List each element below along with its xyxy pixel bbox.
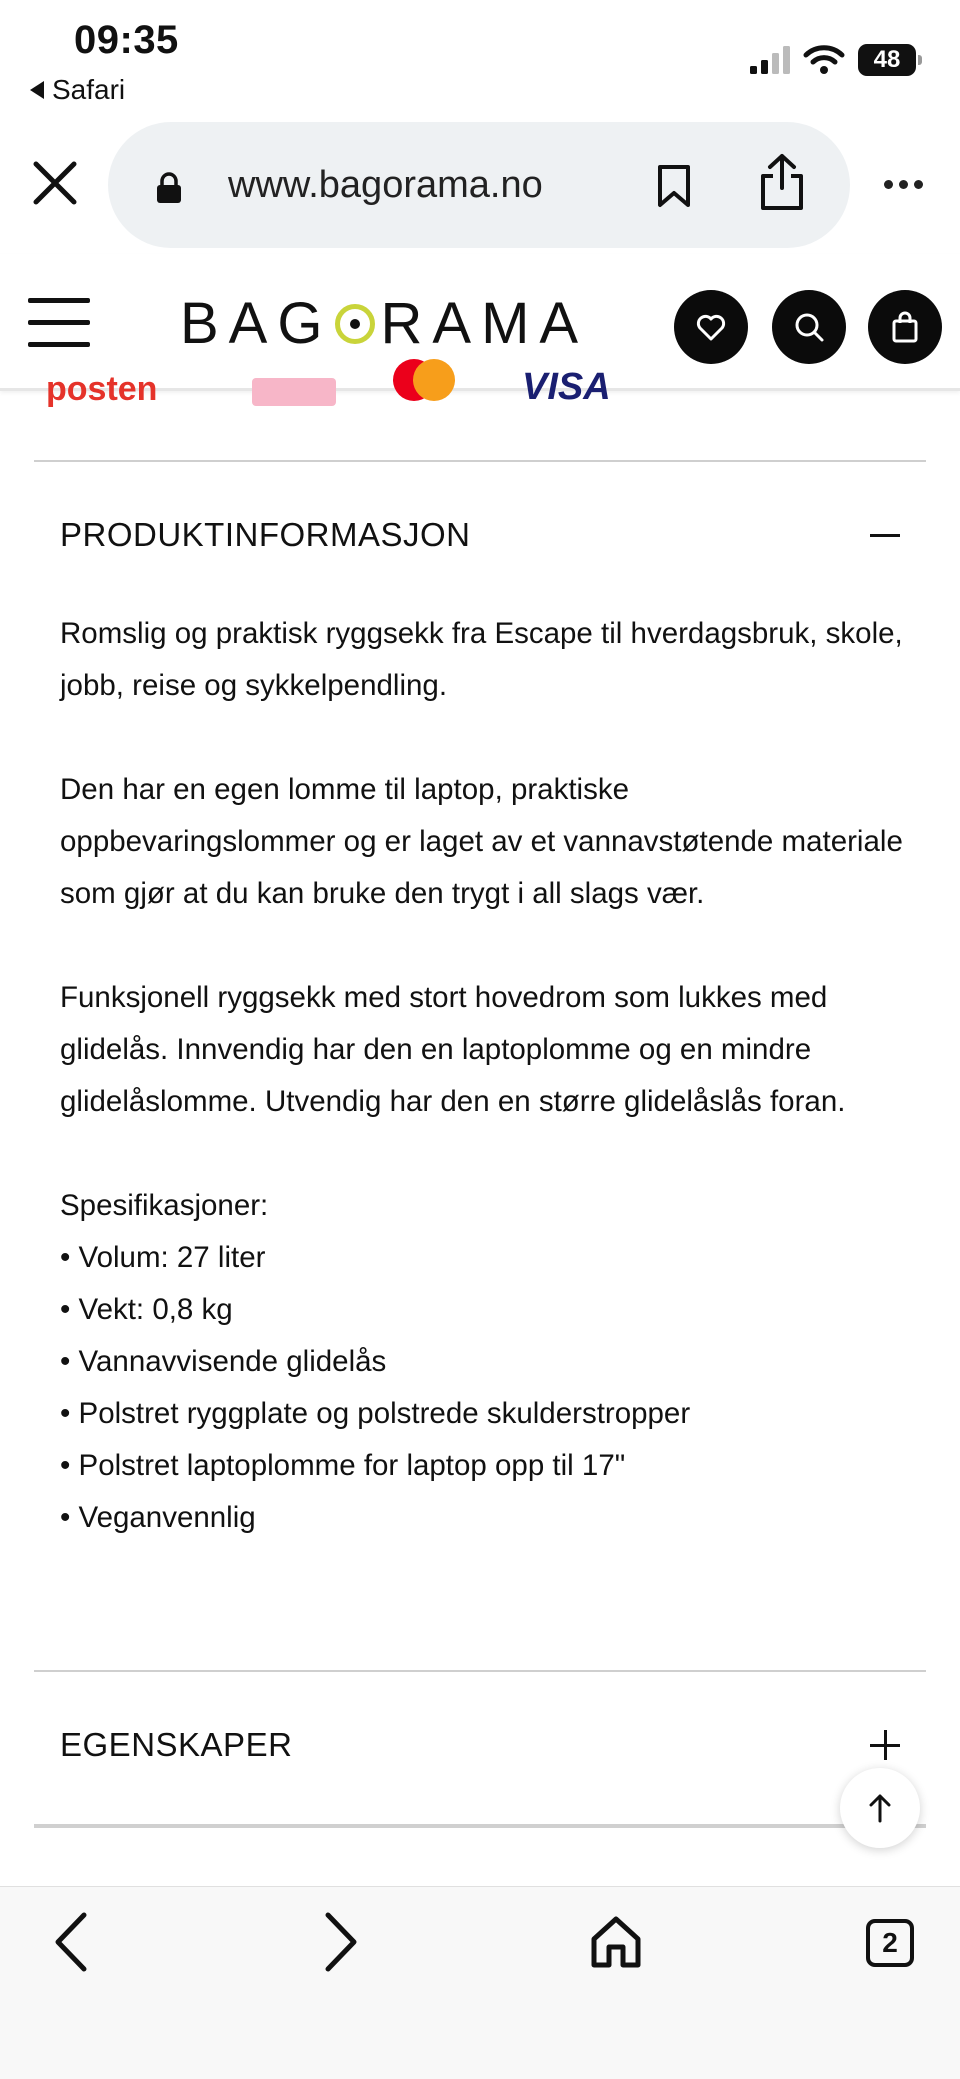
close-icon[interactable] xyxy=(30,158,80,208)
posten-logo: posten xyxy=(46,370,158,408)
visa-logo: VISA xyxy=(522,366,611,408)
more-options-icon[interactable] xyxy=(884,180,923,189)
home-icon[interactable] xyxy=(590,1915,642,1969)
description-paragraph: Funksjonell ryggsekk med stort hovedrom som lukkes med glidelås. Innvendig har den en laptoplomme og en mindre glidelåslomme. Utvendig har den en større glidelåslås foran. xyxy=(60,981,846,1118)
address-bar[interactable] xyxy=(108,122,850,248)
divider xyxy=(34,1824,926,1828)
mastercard-logo xyxy=(388,358,460,402)
back-to-app[interactable] xyxy=(30,74,125,106)
product-description xyxy=(60,608,910,1544)
share-icon[interactable] xyxy=(758,152,806,212)
divider xyxy=(34,1670,926,1672)
cellular-signal-icon xyxy=(750,46,790,74)
site-logo[interactable] xyxy=(180,290,588,357)
wishlist-button[interactable] xyxy=(674,290,748,364)
cart-button[interactable] xyxy=(868,290,942,364)
status-bar xyxy=(0,0,960,118)
menu-icon[interactable] xyxy=(28,298,90,348)
spec-item: • Polstret ryggplate og polstrede skulderstropper xyxy=(60,1397,691,1430)
logo-o-mark xyxy=(335,304,375,344)
payment-logos xyxy=(0,366,960,414)
bookmark-icon[interactable] xyxy=(656,164,692,208)
back-triangle-icon xyxy=(30,81,44,99)
browser-bottom-toolbar xyxy=(0,1886,960,2079)
lock-icon xyxy=(156,172,182,204)
description-paragraph: Romslig og praktisk ryggsekk fra Escape til hverdagsbruk, skole, jobb, reise og sykkelpendling. xyxy=(60,617,903,702)
klarna-logo xyxy=(252,378,336,406)
expand-plus-icon[interactable] xyxy=(870,1730,900,1760)
shopping-bag-icon xyxy=(891,311,919,343)
spec-heading: Spesifikasjoner: xyxy=(60,1189,269,1222)
description-paragraph: Den har en egen lomme til laptop, praktiske oppbevaringslommer og er laget av et vannavstøtende materiale som gjør at du kan bruke den trygt i all slags vær. xyxy=(60,773,903,910)
spec-item: • Vekt: 0,8 kg xyxy=(60,1293,233,1326)
logo-text-start: BAG xyxy=(180,291,333,356)
heart-icon xyxy=(696,313,726,341)
logo-text-end: RAMA xyxy=(380,291,589,356)
collapse-minus-icon[interactable] xyxy=(870,520,900,550)
egenskaper-heading[interactable]: EGENSKAPER xyxy=(60,1726,293,1763)
spec-item: • Polstret laptoplomme for laptop opp til 17" xyxy=(60,1449,626,1482)
spec-item: • Veganvennlig xyxy=(60,1501,256,1534)
tab-count: 2 xyxy=(882,1927,898,1958)
browser-toolbar xyxy=(0,118,960,254)
spec-item: • Vannavvisende glidelås xyxy=(60,1345,387,1378)
produktinfo-heading[interactable]: PRODUKTINFORMASJON xyxy=(60,516,471,553)
divider xyxy=(34,460,926,462)
back-app-label: Safari xyxy=(52,74,126,105)
tabs-button[interactable] xyxy=(866,1919,914,1967)
back-arrow-icon[interactable] xyxy=(50,1909,90,1975)
forward-arrow-icon[interactable] xyxy=(322,1909,362,1975)
spec-item: • Volum: 27 liter xyxy=(60,1241,266,1274)
status-time: 09:35 xyxy=(74,18,179,62)
status-indicators xyxy=(750,44,916,76)
battery-icon xyxy=(858,44,916,76)
scroll-to-top-button[interactable] xyxy=(840,1768,920,1848)
battery-level: 48 xyxy=(873,46,901,73)
wifi-icon xyxy=(804,45,844,75)
search-icon xyxy=(793,311,825,343)
arrow-up-icon xyxy=(867,1793,893,1823)
search-button[interactable] xyxy=(772,290,846,364)
url-text[interactable]: www.bagorama.no xyxy=(228,164,543,206)
